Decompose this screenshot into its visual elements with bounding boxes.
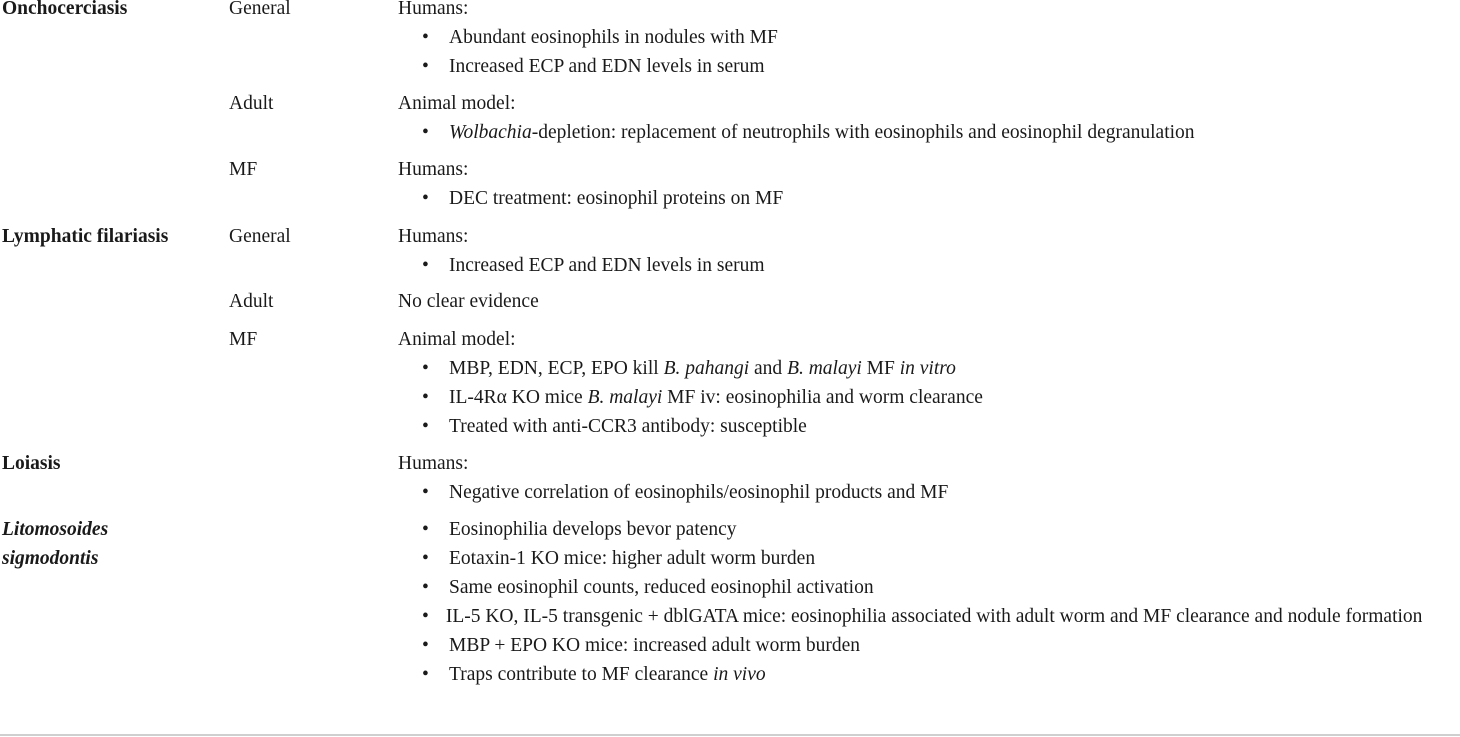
stage-onchocerciasis-adult: Adult [229, 93, 274, 114]
finding-heading: Humans: [398, 453, 469, 474]
bullet-icon: • [422, 606, 429, 627]
list-item: • Same eosinophil counts, reduced eosinophil activation [398, 573, 1440, 602]
disease-name-line: Litomosoides [2, 519, 109, 540]
stage-onchocerciasis-mf: MF [229, 159, 258, 180]
bullet-icon: • [422, 122, 429, 143]
list-item: • Traps contribute to MF clearance in vivo [398, 660, 1440, 689]
list-item: • Eosinophilia develops bevor patency [398, 515, 1440, 544]
bullet-icon: • [422, 664, 429, 685]
stage-lymphatic-general: General [229, 226, 291, 247]
bullet-icon: • [422, 548, 429, 569]
stage-lymphatic-adult: Adult [229, 291, 274, 312]
list-item: • MBP, EDN, ECP, EPO kill B. pahangi and B. malayi MF in vitro [398, 354, 1440, 383]
bullet-icon: • [422, 416, 429, 437]
finding-lymphatic-general [398, 222, 1440, 280]
disease-loiasis: Loiasis [2, 453, 61, 474]
list-item: • Eotaxin-1 KO mice: higher adult worm burden [398, 544, 1440, 573]
finding-heading: Humans: [398, 0, 469, 19]
finding-litomosoides [398, 515, 1440, 689]
bullet-icon: • [422, 482, 429, 503]
list-item: • Negative correlation of eosinophils/eosinophil products and MF [398, 478, 1440, 507]
disease-litomosoides-sigmodontis [2, 515, 108, 573]
bullet-icon: • [422, 255, 429, 276]
stage-onchocerciasis-general: General [229, 0, 291, 19]
disease-lymphatic-filariasis: Lymphatic filariasis [2, 226, 169, 247]
finding-heading: Humans: [398, 226, 469, 247]
bullet-icon: • [422, 635, 429, 656]
finding-lymphatic-adult [398, 287, 1440, 316]
bullet-icon: • [422, 519, 429, 540]
list-item: • IL-4Rα KO mice B. malayi MF iv: eosinophilia and worm clearance [398, 383, 1440, 412]
finding-heading: Humans: [398, 159, 469, 180]
finding-heading: No clear evidence [398, 291, 539, 312]
finding-lymphatic-mf [398, 325, 1440, 441]
bullet-icon: • [422, 358, 429, 379]
stage-lymphatic-mf: MF [229, 329, 258, 350]
bullet-icon: • [422, 387, 429, 408]
bullet-icon: • [422, 188, 429, 209]
finding-heading: Animal model: [398, 329, 516, 350]
disease-name-line: sigmodontis [2, 548, 99, 569]
finding-onchocerciasis-mf [398, 155, 1440, 213]
list-item: • MBP + EPO KO mice: increased adult worm burden [398, 631, 1440, 660]
bullet-icon: • [422, 56, 429, 77]
finding-onchocerciasis-adult [398, 89, 1440, 147]
list-item: • Wolbachia-depletion: replacement of neutrophils with eosinophils and eosinophil degranulation [398, 118, 1440, 147]
finding-heading: Animal model: [398, 93, 516, 114]
disease-onchocerciasis: Onchocerciasis [2, 0, 128, 19]
finding-onchocerciasis-general [398, 0, 1440, 81]
finding-loiasis [398, 449, 1440, 507]
bullet-icon: • [422, 577, 429, 598]
list-item: • Abundant eosinophils in nodules with MF [398, 23, 1440, 52]
list-item: • Increased ECP and EDN levels in serum [398, 52, 1440, 81]
list-item: • DEC treatment: eosinophil proteins on MF [398, 184, 1440, 213]
list-item: • Treated with anti-CCR3 antibody: susceptible [398, 412, 1440, 441]
list-item: • IL-5 KO, IL-5 transgenic + dblGATA mice: eosinophilia associated with adult worm and MF clearance and nodule formation [422, 606, 1423, 627]
bullet-icon: • [422, 27, 429, 48]
list-item: • Increased ECP and EDN levels in serum [398, 251, 1440, 280]
table-bottom-rule [0, 734, 1460, 736]
